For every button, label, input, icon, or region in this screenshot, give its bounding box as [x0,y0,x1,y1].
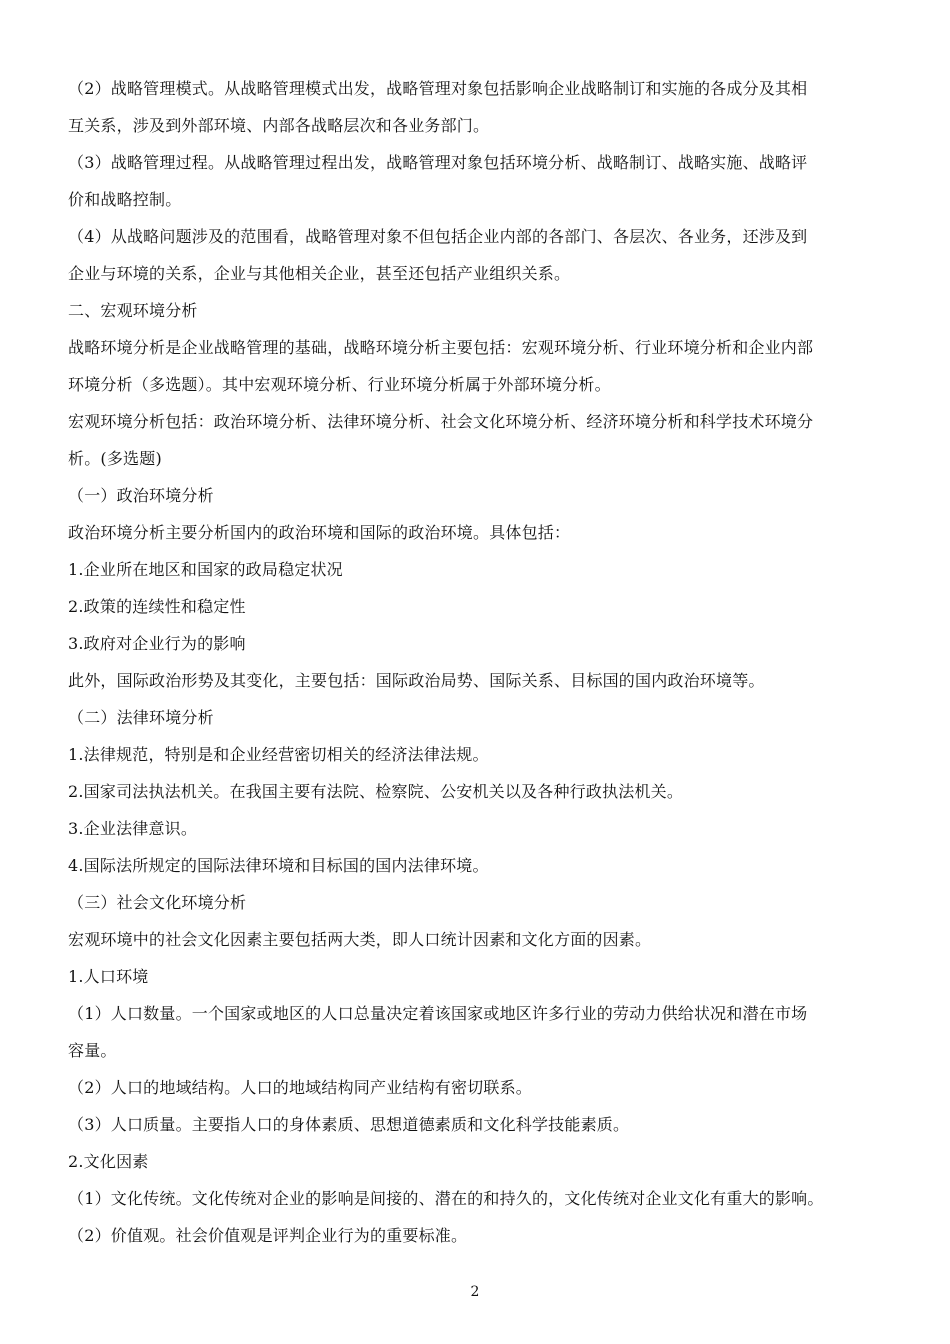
text-line: （2）战略管理模式。从战略管理模式出发，战略管理对象包括影响企业战略制订和实施的各成分及其相 [68,79,808,98]
text-line: 此外，国际政治形势及其变化，主要包括：国际政治局势、国际关系、目标国的国内政治环境等。 [68,671,765,690]
list-item: 3.企业法律意识。 [68,819,198,838]
list-item: 1.人口环境 [68,967,149,986]
text-line: （4）从战略问题涉及的范围看，战略管理对象不但包括企业内部的各部门、各层次、各业务，还涉及到 [68,227,808,246]
text-line: （2）人口的地域结构。人口的地域结构同产业结构有密切联系。 [68,1078,532,1097]
text-line: （1）人口数量。一个国家或地区的人口总量决定着该国家或地区许多行业的劳动力供给状况和潜在市场 [68,1004,808,1023]
list-item: 1.法律规范，特别是和企业经营密切相关的经济法律法规。 [68,745,489,764]
list-item: 3.政府对企业行为的影响 [68,634,246,653]
list-item: 2.国家司法执法机关。在我国主要有法院、检察院、公安机关以及各种行政执法机关。 [68,782,684,801]
page-number: 2 [470,1284,480,1300]
text-line: 宏观环境分析包括：政治环境分析、法律环境分析、社会文化环境分析、经济环境分析和科学技术环境分 [68,412,814,431]
subsection-heading: （二）法律环境分析 [68,708,214,727]
text-line: 互关系，涉及到外部环境、内部各战略层次和各业务部门。 [68,116,490,135]
text-line: （3）人口质量。主要指人口的身体素质、思想道德素质和文化科学技能素质。 [68,1115,630,1134]
text-line: 析。(多选题) [68,449,162,468]
section-heading: 二、宏观环境分析 [68,301,198,320]
subsection-heading: （三）社会文化环境分析 [68,893,247,912]
list-item: 2.政策的连续性和稳定性 [68,597,246,616]
text-line: （1）文化传统。文化传统对企业的影响是间接的、潜在的和持久的，文化传统对企业文化有重大的影响。 [68,1189,824,1208]
text-line: （3）战略管理过程。从战略管理过程出发，战略管理对象包括环境分析、战略制订、战略实施、战略评 [68,153,808,172]
text-line: 容量。 [68,1041,117,1060]
list-item: 2.文化因素 [68,1152,149,1171]
list-item: 1.企业所在地区和国家的政局稳定状况 [68,560,343,579]
text-line: （2）价值观。社会价值观是评判企业行为的重要标准。 [68,1226,468,1245]
text-line: 企业与环境的关系，企业与其他相关企业，甚至还包括产业组织关系。 [68,264,571,283]
text-line: 环境分析（多选题）。其中宏观环境分析、行业环境分析属于外部环境分析。 [68,375,611,394]
text-line: 战略环境分析是企业战略管理的基础，战略环境分析主要包括：宏观环境分析、行业环境分析和企业内部 [68,338,814,357]
text-line: 政治环境分析主要分析国内的政治环境和国际的政治环境。具体包括： [68,523,571,542]
subsection-heading: （一）政治环境分析 [68,486,214,505]
document-body [68,70,880,1254]
list-item: 4.国际法所规定的国际法律环境和目标国的国内法律环境。 [68,856,489,875]
text-line: 宏观环境中的社会文化因素主要包括两大类，即人口统计因素和文化方面的因素。 [68,930,652,949]
text-line: 价和战略控制。 [68,190,182,209]
